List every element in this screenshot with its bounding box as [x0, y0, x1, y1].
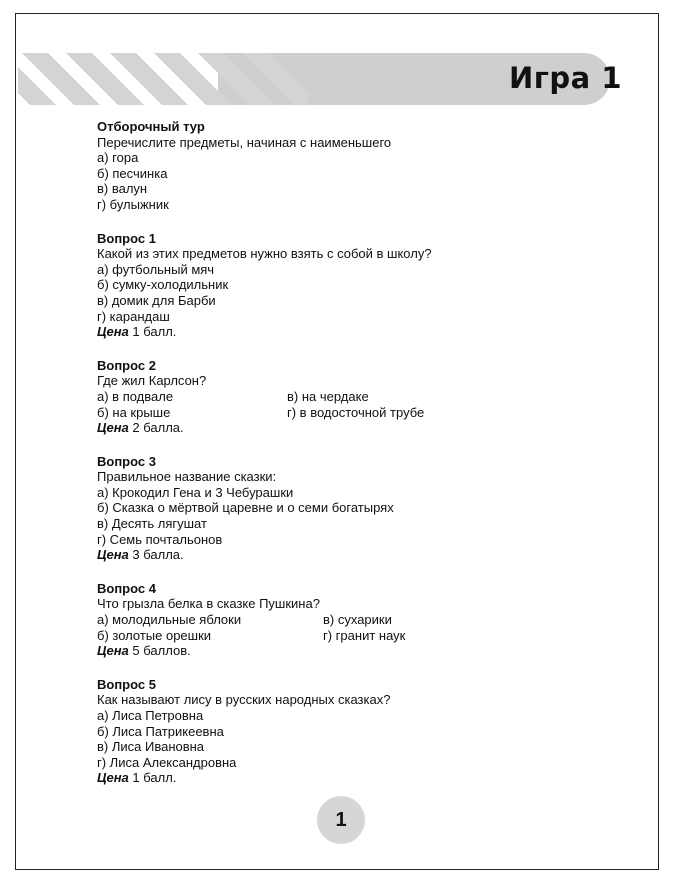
- qualifier-title: Отборочный тур: [97, 119, 205, 134]
- question-title: Вопрос 5: [97, 676, 156, 692]
- question-text: Какой из этих предметов нужно взять с собой в школу?: [97, 246, 432, 262]
- answer-option: в) на чердаке: [287, 388, 369, 404]
- qualifier-option: в) валун: [97, 181, 148, 197]
- question-4: [97, 581, 637, 659]
- question-2: [97, 358, 637, 436]
- answer-option: а) в подвале: [97, 388, 174, 404]
- qualifier-option: г) булыжник: [97, 196, 169, 212]
- qualifier-section: [97, 119, 637, 213]
- answer-grid: [97, 612, 637, 643]
- price-value: 5 баллов.: [132, 643, 191, 659]
- answer-option: г) карандаш: [97, 308, 170, 324]
- price-label: Цена: [97, 643, 129, 659]
- price-label: Цена: [97, 324, 129, 340]
- question-text: Где жил Карлсон?: [97, 373, 207, 389]
- quiz-content: [97, 119, 637, 804]
- price-label: Цена: [97, 770, 129, 786]
- answer-option: в) Лиса Ивановна: [97, 739, 205, 755]
- answer-option: г) Семь почтальонов: [97, 531, 223, 547]
- answer-option: а) футбольный мяч: [97, 261, 215, 277]
- question-price: [97, 643, 637, 659]
- question-5: [97, 677, 637, 786]
- answer-option: г) Лиса Александровна: [97, 754, 237, 770]
- answer-option: в) Десять лягушат: [97, 516, 207, 532]
- price-label: Цена: [97, 420, 129, 436]
- price-value: 1 балл.: [132, 324, 177, 340]
- answer-option: б) сумку-холодильник: [97, 277, 229, 293]
- answer-grid: [97, 389, 637, 420]
- page-number: 1: [317, 796, 365, 844]
- answer-option: а) Лиса Петровна: [97, 708, 204, 723]
- question-title: Вопрос 4: [97, 580, 156, 596]
- question-title: Вопрос 3: [97, 453, 156, 469]
- question-price: [97, 324, 637, 340]
- game-title: Игра 1: [508, 61, 622, 95]
- question-price: [97, 770, 637, 786]
- price-value: 2 балла.: [132, 420, 184, 436]
- answer-option: б) золотые орешки: [97, 627, 212, 643]
- answer-option: в) сухарики: [323, 612, 392, 628]
- question-title: Вопрос 1: [97, 230, 156, 246]
- answer-option: г) в водосточной трубе: [287, 404, 425, 420]
- qualifier-option: б) песчинка: [97, 165, 168, 181]
- qualifier-prompt: Перечислите предметы, начиная с наименьшего: [97, 134, 392, 150]
- answer-option: а) молодильные яблоки: [97, 612, 242, 628]
- question-title: Вопрос 2: [97, 357, 156, 373]
- answer-option: б) Лиса Патрикеевна: [97, 723, 224, 739]
- answer-option: г) гранит наук: [323, 627, 406, 643]
- question-1: [97, 231, 637, 340]
- question-text: Как называют лису в русских народных сказках?: [97, 692, 391, 708]
- price-value: 1 балл.: [132, 770, 177, 786]
- answer-option: б) на крыше: [97, 404, 171, 420]
- question-text: Правильное название сказки:: [97, 469, 277, 485]
- question-text: Что грызла белка в сказке Пушкина?: [97, 596, 320, 612]
- question-price: [97, 547, 637, 563]
- price-value: 3 балла.: [132, 547, 184, 563]
- answer-option: в) домик для Барби: [97, 292, 216, 308]
- answer-option: б) Сказка о мёртвой царевне и о семи богатырях: [97, 500, 394, 516]
- qualifier-option: а) гора: [97, 150, 139, 166]
- answer-option: а) Крокодил Гена и 3 Чебурашки: [97, 484, 294, 500]
- question-price: [97, 420, 637, 436]
- price-label: Цена: [97, 547, 129, 563]
- question-3: [97, 454, 637, 563]
